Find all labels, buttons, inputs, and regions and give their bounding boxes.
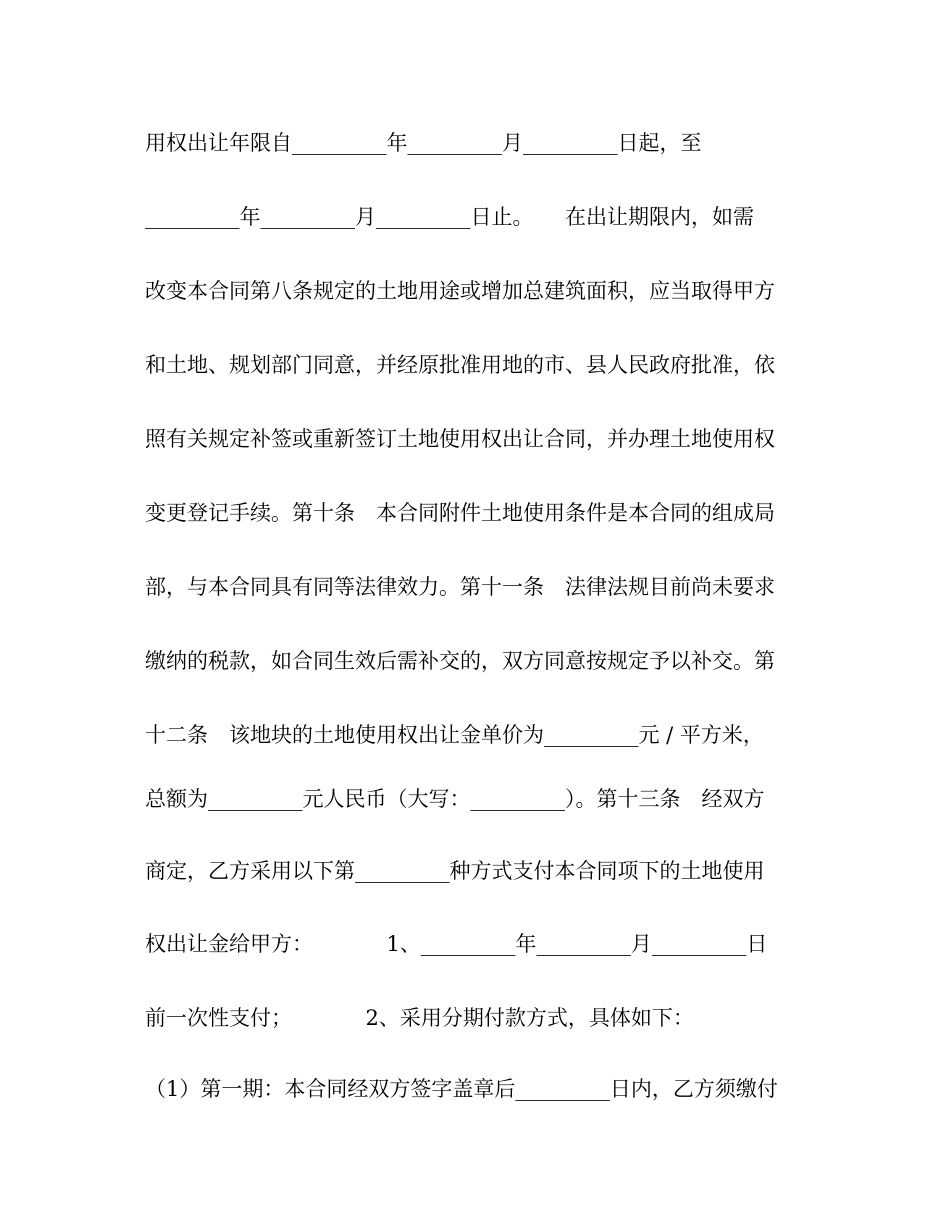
text-line: 和土地、规划部门同意，并经原批准用地的市、县人民政府批准，依: [145, 353, 775, 377]
text-line: 变更登记手续。第十条 本合同附件土地使用条件是本合同的组成局: [145, 501, 775, 525]
text-line: 十二条 该地块的土地使用权出让金单价为_________元 / 平方米，: [145, 723, 764, 747]
text-line: （1）第一期：本合同经双方签字盖章后_________日内，乙方须缴付: [145, 1077, 778, 1101]
text-line: 改变本合同第八条规定的土地用途或增加总建筑面积，应当取得甲方: [145, 279, 775, 303]
text-line: 用权出让年限自_________年_________月_________日起，至: [145, 131, 702, 155]
text-line: 照有关规定补签或重新签订土地使用权出让合同，并办理土地使用权: [145, 427, 775, 451]
text-line: 缴纳的税款，如合同生效后需补交的，双方同意按规定予以补交。第: [145, 649, 775, 673]
text-line: 权出让金给甲方： 1、_________年_________月_________日: [145, 932, 768, 956]
text-line: 部，与本合同具有同等法律效力。第十一条 法律法规目前尚未要求: [145, 575, 775, 599]
text-line: _________年_________月_________日止。 在出让期限内，如需: [145, 205, 754, 229]
text-line: 总额为_________元人民币（大写：_________）。第十三条 经双方: [145, 787, 765, 811]
text-line: 商定，乙方采用以下第_________种方式支付本合同项下的土地使用: [145, 859, 765, 883]
text-line: 前一次性支付； 2、采用分期付款方式，具体如下：: [145, 1006, 694, 1030]
